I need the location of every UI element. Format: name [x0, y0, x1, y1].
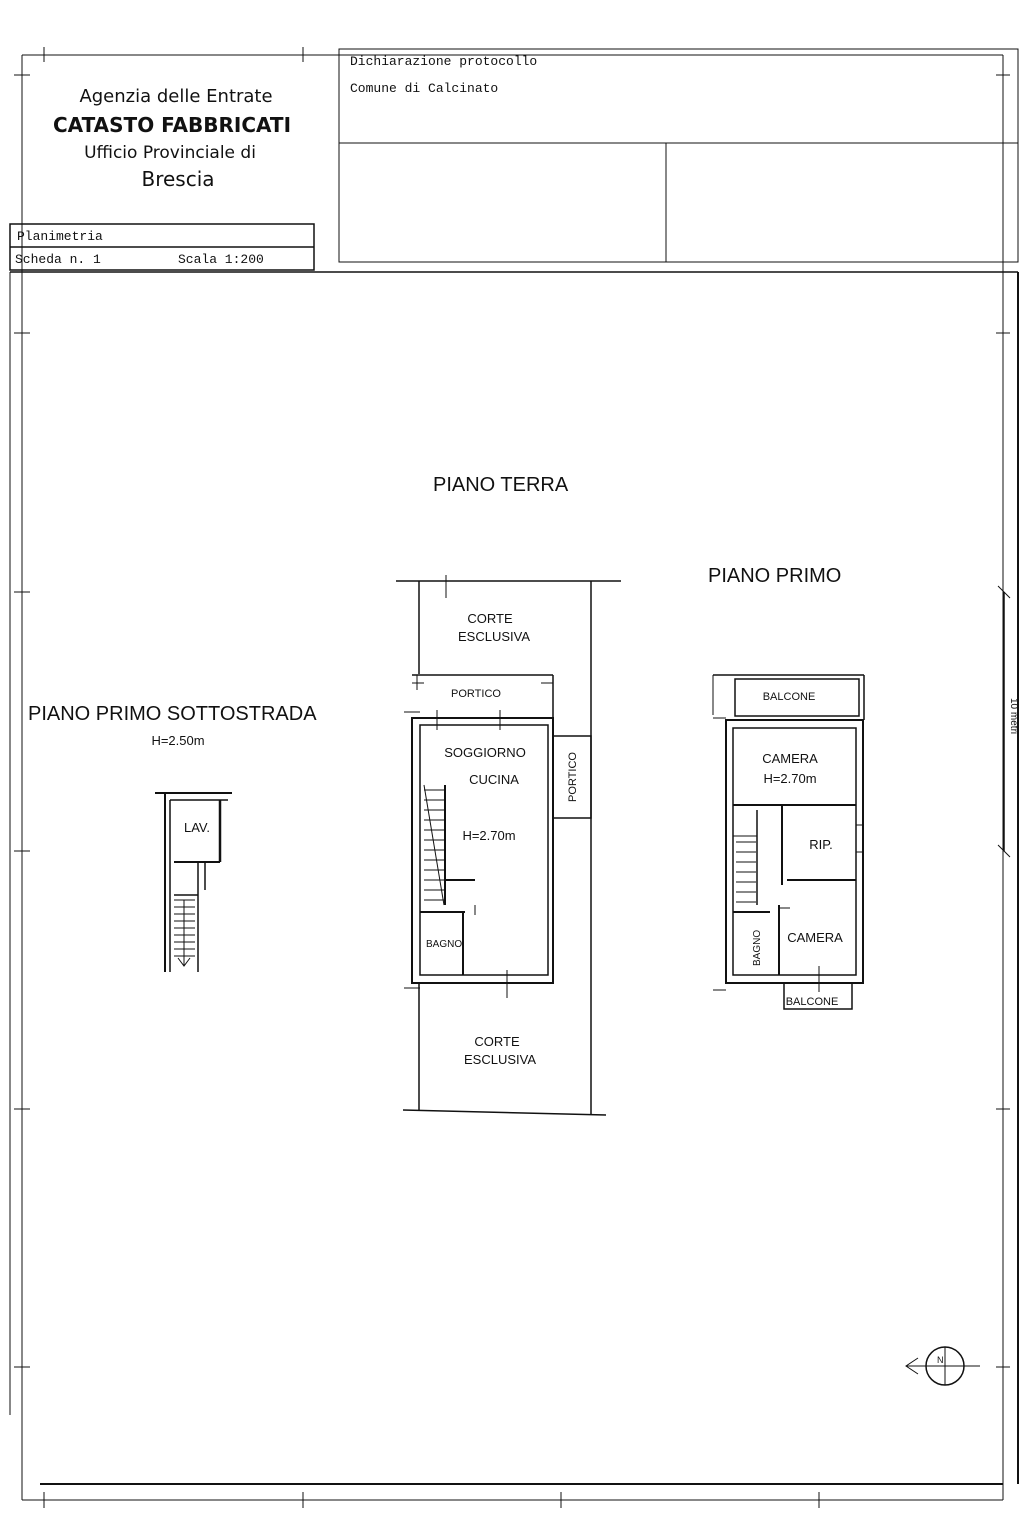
- plan-terra: [396, 474, 621, 1115]
- room-soggiorno: SOGGIORNO: [444, 745, 526, 760]
- north-arrow-icon: [906, 1347, 980, 1385]
- office-block: [53, 86, 291, 191]
- room-bagno-primo: BAGNO: [752, 929, 763, 966]
- plan-sottostrada-height: H=2.50m: [151, 733, 205, 748]
- plan-primo-stairs: [736, 842, 756, 902]
- room-balcone-top: BALCONE: [762, 691, 816, 703]
- plan-primo: [708, 565, 864, 1009]
- north-label: N: [937, 1355, 944, 1365]
- room-ripostiglio: RIP.: [809, 837, 833, 852]
- declaration-box: [339, 49, 1018, 262]
- scale-bar: [998, 586, 1019, 857]
- scale-bar-label: 10 metri: [1008, 698, 1019, 735]
- office-province-label: Ufficio Provinciale di: [84, 143, 256, 163]
- room-camera-2: CAMERA: [787, 930, 843, 945]
- plan-primo-title: PIANO PRIMO: [708, 565, 842, 587]
- plan-terra-stairs: [424, 785, 444, 905]
- room-bagno-terra: BAGNO: [426, 939, 463, 950]
- room-portico-top: PORTICO: [451, 688, 501, 700]
- office-section: CATASTO FABBRICATI: [52, 113, 292, 137]
- plan-sottostrada-stairs: [174, 900, 195, 966]
- comune-name: Comune di Calcinato: [350, 81, 499, 96]
- plan-primo-walls: [713, 675, 864, 1009]
- office-province: Brescia: [141, 167, 215, 191]
- room-lavanderia: LAV.: [183, 820, 211, 835]
- plan-sottostrada: [28, 703, 317, 972]
- scale-label: Scala 1:200: [178, 252, 264, 267]
- plan-sottostrada-title: PIANO PRIMO SOTTOSTRADA: [28, 703, 317, 725]
- planimetria-label: Planimetria: [17, 229, 103, 244]
- room-camera-1: CAMERA: [762, 751, 818, 766]
- room-corte-top-1: CORTE: [467, 611, 513, 626]
- plan-terra-height: H=2.70m: [462, 828, 516, 843]
- scheda-label: Scheda n. 1: [15, 252, 101, 267]
- office-name: Agenzia delle Entrate: [79, 86, 273, 107]
- room-cucina: CUCINA: [469, 772, 519, 787]
- planimetria-box: [10, 224, 314, 270]
- room-corte-top-2: ESCLUSIVA: [457, 629, 531, 644]
- room-portico-side: PORTICO: [567, 752, 579, 802]
- room-balcone-bottom: BALCONE: [785, 996, 839, 1008]
- plan-primo-height: H=2.70m: [763, 771, 817, 786]
- room-corte-bottom-2: ESCLUSIVA: [463, 1052, 537, 1067]
- plan-terra-title: PIANO TERRA: [433, 474, 569, 496]
- room-corte-bottom-1: CORTE: [474, 1034, 520, 1049]
- declaration-protocol: Dichiarazione protocollo: [350, 54, 538, 69]
